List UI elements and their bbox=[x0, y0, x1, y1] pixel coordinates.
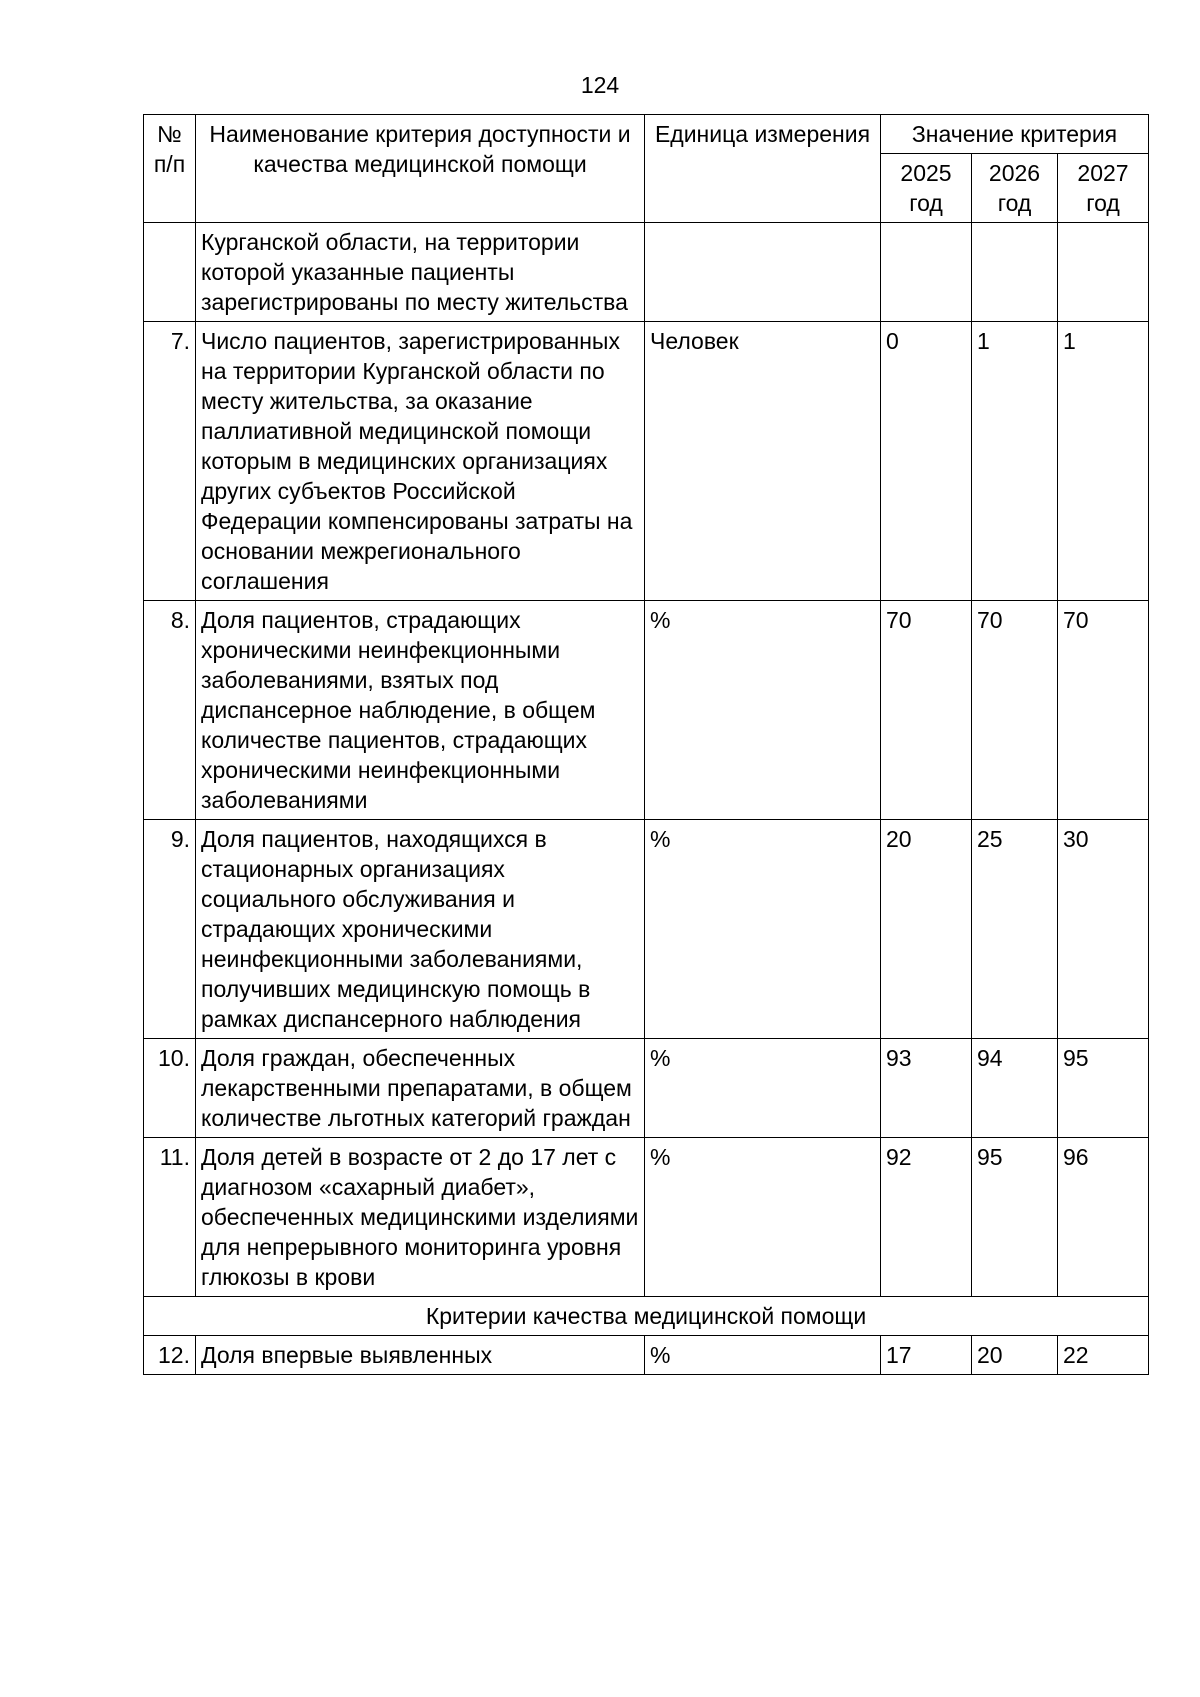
row-name: Курганской области, на территории которой указанные пациенты зарегистрированы по месту жительства bbox=[196, 223, 645, 322]
header-year-2027: 2027 год bbox=[1058, 154, 1149, 223]
table-row bbox=[144, 1336, 1149, 1375]
row-value-2025: 0 bbox=[881, 322, 972, 601]
row-value-2025: 70 bbox=[881, 601, 972, 820]
row-value-2025: 92 bbox=[881, 1138, 972, 1297]
row-num bbox=[144, 223, 196, 322]
header-value: Значение критерия bbox=[881, 115, 1149, 154]
header-unit: Единица измерения bbox=[645, 115, 881, 223]
row-value-2025: 20 bbox=[881, 820, 972, 1039]
row-value-2026: 95 bbox=[972, 1138, 1058, 1297]
row-name: Доля детей в возрасте от 2 до 17 лет с диагнозом «сахарный диабет», обеспеченных медицинскими изделиями для непрерывного мониторинга уровня глюкозы в крови bbox=[196, 1138, 645, 1297]
row-value-2027: 95 bbox=[1058, 1039, 1149, 1138]
row-name: Доля пациентов, находящихся в стационарных организациях социального обслуживания и страдающих хроническими неинфекционными заболеваниями, получивших медицинскую помощь в рамках диспансерного наблюдения bbox=[196, 820, 645, 1039]
row-name: Доля впервые выявленных bbox=[196, 1336, 645, 1375]
row-value-2026: 1 bbox=[972, 322, 1058, 601]
table-row bbox=[144, 601, 1149, 820]
header-year-2025: 2025 год bbox=[881, 154, 972, 223]
row-value-2026: 20 bbox=[972, 1336, 1058, 1375]
table-row bbox=[144, 820, 1149, 1039]
row-num: 12. bbox=[144, 1336, 196, 1375]
row-unit: % bbox=[645, 601, 881, 820]
row-unit: % bbox=[645, 1039, 881, 1138]
row-value-2027: 1 bbox=[1058, 322, 1149, 601]
row-name: Доля пациентов, страдающих хроническими неинфекционными заболеваниями, взятых под диспансерное наблюдение, в общем количестве пациентов, страдающих хроническими неинфекционными заболеваниями bbox=[196, 601, 645, 820]
row-value-2027: 30 bbox=[1058, 820, 1149, 1039]
header-year-2026: 2026 год bbox=[972, 154, 1058, 223]
row-name: Доля граждан, обеспеченных лекарственными препаратами, в общем количестве льготных категорий граждан bbox=[196, 1039, 645, 1138]
row-name: Число пациентов, зарегистрированных на территории Курганской области по месту жительства, за оказание паллиативной медицинской помощи которым в медицинских организациях других субъектов Российской Федерации компенсированы затраты на основании межрегионального соглашения bbox=[196, 322, 645, 601]
header-num: № п/п bbox=[144, 115, 196, 223]
table-row bbox=[144, 1039, 1149, 1138]
row-value-2027: 70 bbox=[1058, 601, 1149, 820]
row-unit: Человек bbox=[645, 322, 881, 601]
row-value-2026: 94 bbox=[972, 1039, 1058, 1138]
row-value-2027: 22 bbox=[1058, 1336, 1149, 1375]
header-name: Наименование критерия доступности и качества медицинской помощи bbox=[196, 115, 645, 223]
row-value-2027 bbox=[1058, 223, 1149, 322]
row-num: 10. bbox=[144, 1039, 196, 1138]
row-value-2026 bbox=[972, 223, 1058, 322]
row-value-2026: 25 bbox=[972, 820, 1058, 1039]
page-number: 124 bbox=[580, 72, 620, 98]
table-row bbox=[144, 322, 1149, 601]
criteria-table bbox=[143, 114, 1149, 1375]
row-value-2025 bbox=[881, 223, 972, 322]
row-num: 8. bbox=[144, 601, 196, 820]
table-row bbox=[144, 223, 1149, 322]
row-value-2025: 17 bbox=[881, 1336, 972, 1375]
section-title: Критерии качества медицинской помощи bbox=[144, 1297, 1149, 1336]
row-unit: % bbox=[645, 820, 881, 1039]
row-value-2027: 96 bbox=[1058, 1138, 1149, 1297]
row-value-2026: 70 bbox=[972, 601, 1058, 820]
row-num: 11. bbox=[144, 1138, 196, 1297]
row-unit: % bbox=[645, 1138, 881, 1297]
section-row bbox=[144, 1297, 1149, 1336]
row-num: 9. bbox=[144, 820, 196, 1039]
row-value-2025: 93 bbox=[881, 1039, 972, 1138]
row-num: 7. bbox=[144, 322, 196, 601]
header-row bbox=[144, 115, 1149, 154]
table-row bbox=[144, 1138, 1149, 1297]
row-unit bbox=[645, 223, 881, 322]
row-unit: % bbox=[645, 1336, 881, 1375]
